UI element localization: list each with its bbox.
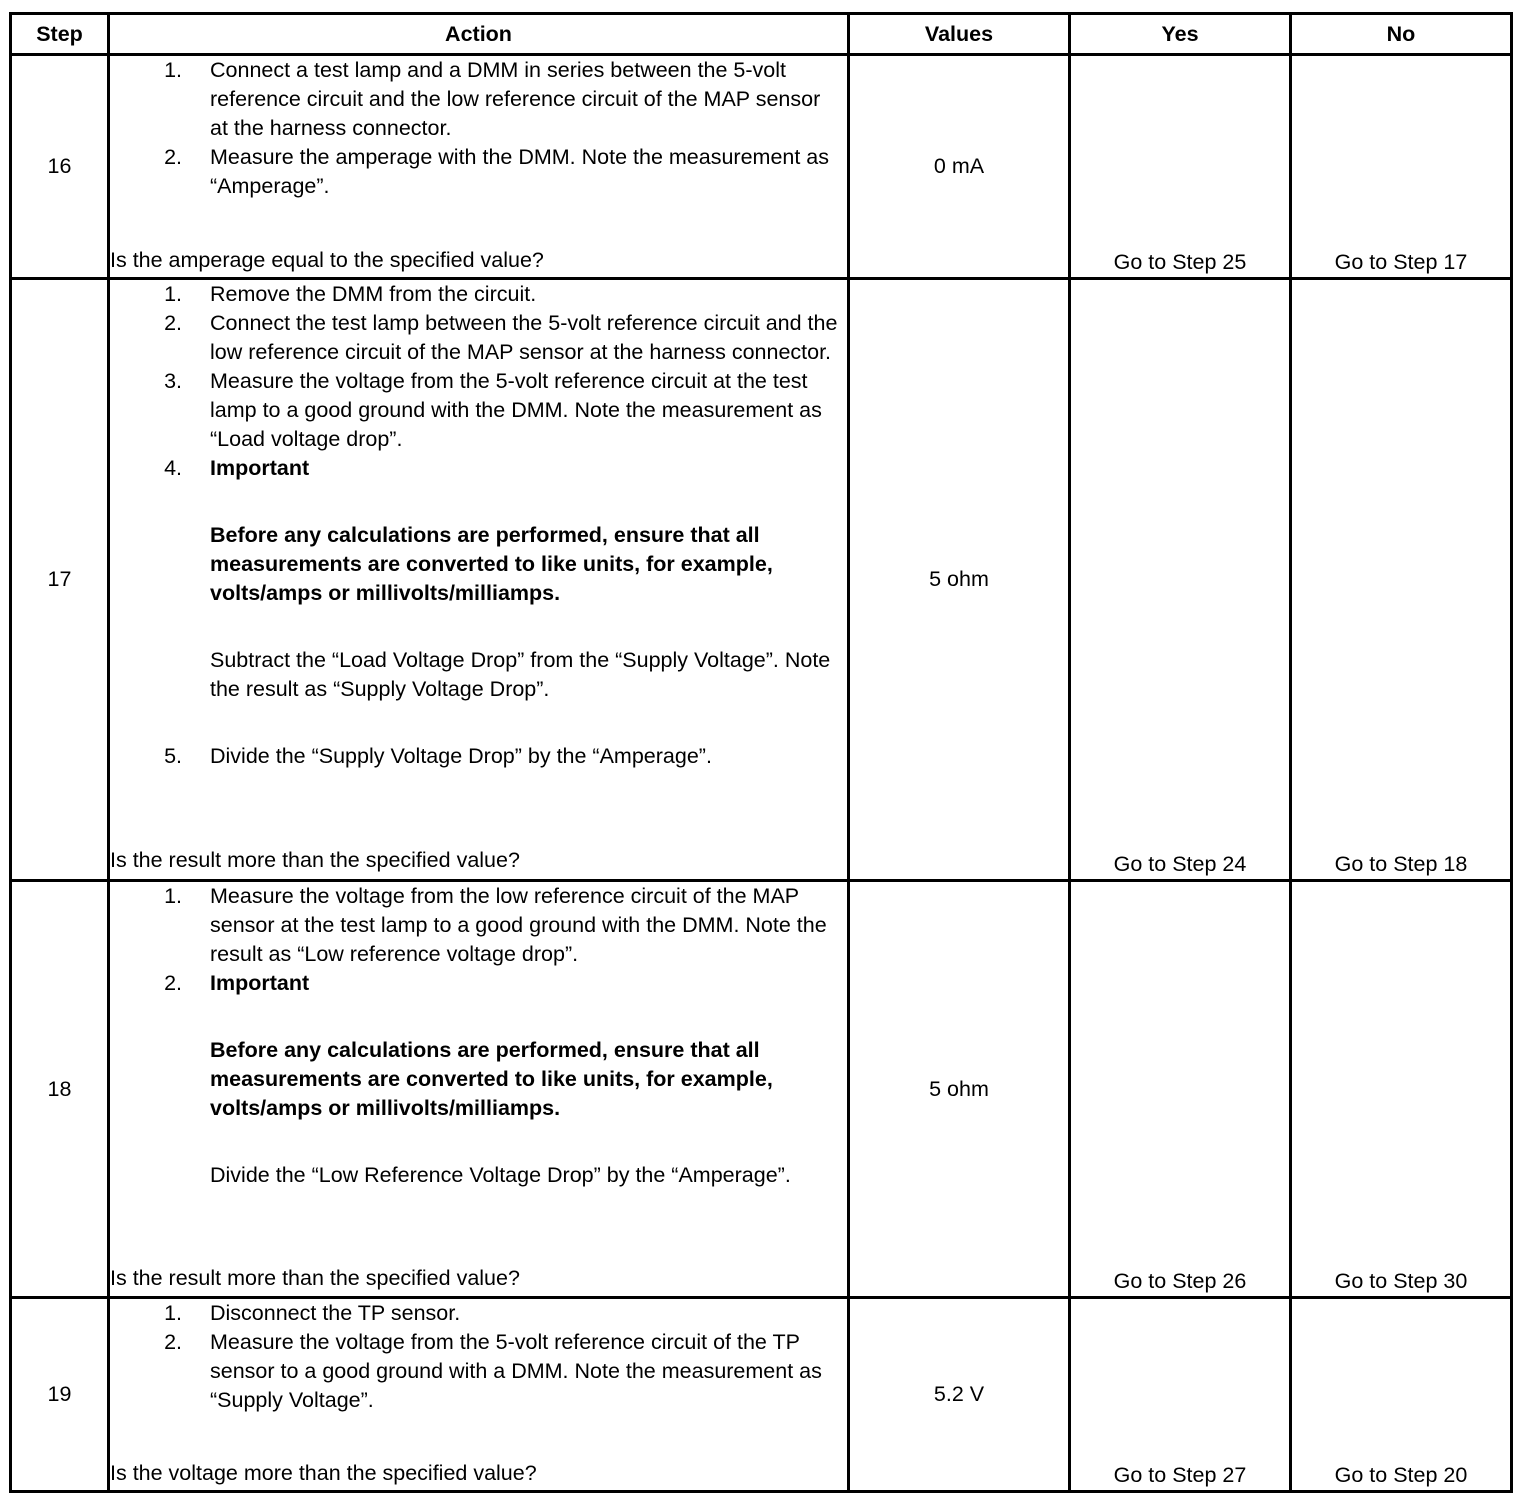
step-number: 19 — [11, 1298, 109, 1492]
header-action: Action — [109, 14, 849, 55]
header-yes: Yes — [1070, 14, 1291, 55]
action-item: 5. Divide the “Supply Voltage Drop” by the “Amperage”. — [164, 743, 712, 768]
action-item: 2. Important — [164, 970, 310, 995]
step-question: Is the voltage more than the specified value? — [110, 1461, 537, 1486]
action-cell — [109, 278, 849, 880]
yes-link[interactable]: Go to Step 25 — [1070, 55, 1291, 279]
important-note: Before any calculations are performed, ensure that all measurements are converted to like units, for example, volts/amps or millivolts/milliamps. — [210, 1037, 773, 1120]
action-cell — [109, 55, 849, 279]
step-number: 17 — [11, 278, 109, 880]
action-item: 4. Important — [164, 455, 310, 480]
yes-link[interactable]: Go to Step 27 — [1070, 1298, 1291, 1492]
instruction-note: Divide the “Low Reference Voltage Drop” by the “Amperage”. — [210, 1162, 791, 1187]
no-link[interactable]: Go to Step 20 — [1291, 1298, 1512, 1492]
header-step: Step — [11, 14, 109, 55]
spec-value: 0 mA — [849, 55, 1070, 279]
table-row — [11, 278, 1512, 880]
no-link[interactable]: Go to Step 18 — [1291, 278, 1512, 880]
action-item: 1. Remove the DMM from the circuit. — [164, 281, 537, 306]
action-item: 1. Measure the voltage from the low reference circuit of the MAP sensor at the test lamp to a good ground with the DMM. Note the result as “Low reference voltage drop”. — [164, 883, 827, 966]
action-item: 2. Measure the amperage with the DMM. Note the measurement as “Amperage”. — [164, 145, 830, 199]
table-row — [11, 1298, 1512, 1492]
header-values: Values — [849, 14, 1070, 55]
no-link[interactable]: Go to Step 30 — [1291, 880, 1512, 1297]
table-row — [11, 55, 1512, 279]
action-item: 1. Disconnect the TP sensor. — [164, 1301, 461, 1326]
step-question: Is the result more than the specified value? — [110, 847, 520, 872]
header-row — [11, 14, 1512, 55]
spec-value: 5 ohm — [849, 278, 1070, 880]
action-item: 2. Measure the voltage from the 5-volt reference circuit of the TP sensor to a good ground with a DMM. Note the measurement as “Supply Voltage”. — [164, 1330, 822, 1413]
yes-link[interactable]: Go to Step 24 — [1070, 278, 1291, 880]
diagnostic-steps-table — [9, 12, 1513, 1493]
instruction-note: Subtract the “Load Voltage Drop” from the “Supply Voltage”. Note the result as “Supply Voltage Drop”. — [210, 647, 831, 701]
no-link[interactable]: Go to Step 17 — [1291, 55, 1512, 279]
action-cell — [109, 1298, 849, 1492]
important-note: Before any calculations are performed, ensure that all measurements are converted to like units, for example, volts/amps or millivolts/milliamps. — [210, 522, 773, 605]
step-question: Is the result more than the specified value? — [110, 1265, 520, 1290]
action-item: 3. Measure the voltage from the 5-volt reference circuit at the test lamp to a good ground with the DMM. Note the measurement as “Load voltage drop”. — [164, 368, 822, 451]
spec-value: 5 ohm — [849, 880, 1070, 1297]
table-row — [11, 880, 1512, 1297]
header-no: No — [1291, 14, 1512, 55]
action-cell — [109, 880, 849, 1297]
step-question: Is the amperage equal to the specified value? — [110, 248, 544, 273]
step-number: 16 — [11, 55, 109, 279]
step-number: 18 — [11, 880, 109, 1297]
yes-link[interactable]: Go to Step 26 — [1070, 880, 1291, 1297]
action-item: 2. Connect the test lamp between the 5-volt reference circuit and the low reference circuit of the MAP sensor at the harness connector. — [164, 310, 838, 364]
action-item: 1. Connect a test lamp and a DMM in series between the 5-volt reference circuit and the low reference circuit of the MAP sensor at the harness connector. — [164, 58, 821, 141]
spec-value: 5.2 V — [849, 1298, 1070, 1492]
